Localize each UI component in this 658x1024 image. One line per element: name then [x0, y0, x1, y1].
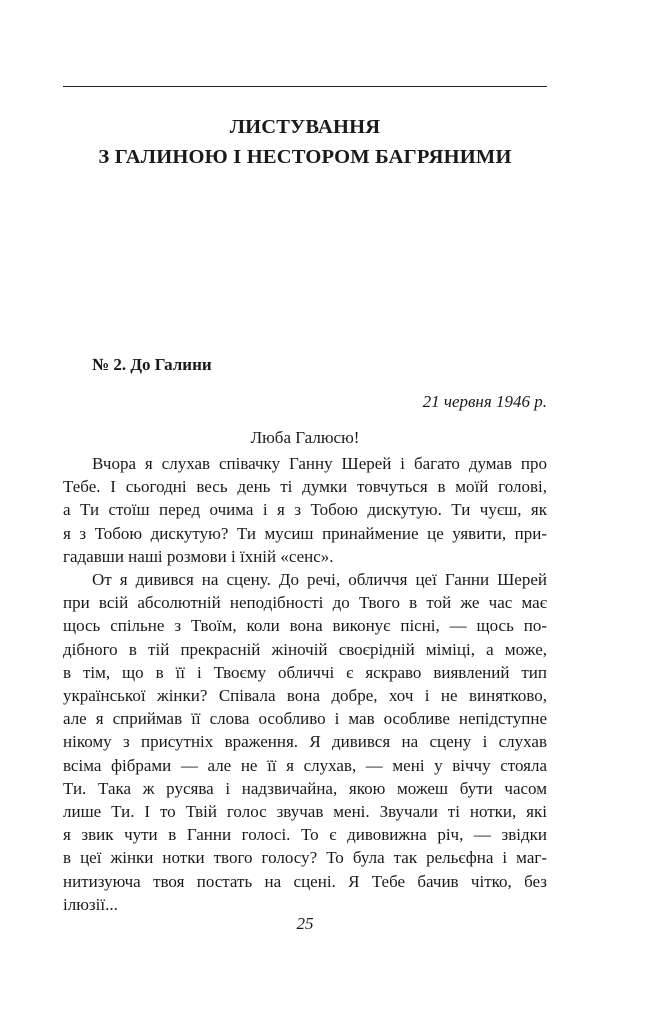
body-line: нитизуюча твоя постать на сцені. Я Тебе бачив чітко, без — [63, 871, 547, 891]
top-rule — [63, 86, 547, 87]
body-line: гадавши наші розмови і їхній «сенс». — [63, 546, 334, 566]
body-line: Вчора я слухав співачку Ганну Шерей і багато думав про — [92, 454, 547, 473]
body-line: всіма фібрами — але не її я слухав, — мені у віччу стояла — [63, 755, 547, 775]
body-line: в цеї жінки нотки твого голосу? То була так рельєфна і маг- — [63, 848, 547, 868]
body-line: але я сприймав її слова особливо і мав особливе непідступне — [63, 709, 547, 729]
body-line: ілюзії... — [63, 894, 118, 914]
body-line: Тебе. І сьогодні весь день ті думки товчуться в моїй голові, — [63, 477, 547, 497]
body-line: Ти. Така ж русява і надзвичайна, якою можеш бути часом — [63, 778, 547, 798]
body-line: при всій абсолютній неподібності до Твого в той же час має — [63, 593, 547, 613]
body-line: щось спільне з Твоїм, коли вона виконує пісні, — щось по- — [63, 616, 547, 636]
chapter-title-line-1: ЛИСТУВАННЯ — [229, 116, 381, 138]
body-line: лише Ти. І то Твій голос звучав мені. Звучали ті нотки, які — [63, 802, 547, 821]
letter-heading: № 2. До Галини — [92, 355, 212, 374]
body-line: я з Тобою дискутую? Ти мусиш принаймение це уявити, при- — [63, 523, 547, 543]
body-line: а Ти стоїш перед очима і я з Тобою дискутую. Ти чуєш, як — [63, 500, 547, 520]
body-line: нікому з присутніх враження. Я дивився на сцену і слухав — [63, 732, 547, 752]
letter-date: 21 червня 1946 р. — [422, 392, 547, 411]
body-line: От я дивився на сцену. До речі, обличчя цеї Ганни Шерей — [92, 570, 547, 589]
body-line: дібного в тій прекрасній жіночій своєрідній міміці, а може, — [63, 639, 547, 659]
body-line: в тім, що в її і Твоєму обличчі є яскраво виявлений тип — [63, 662, 547, 682]
body-line: я звик чути в Ганни голосі. То є дивовижна річ, — звідки — [63, 825, 547, 845]
page-number: 25 — [296, 914, 314, 933]
letter-salutation: Люба Галюсю! — [250, 428, 360, 447]
body-line: української жінки? Співала вона добре, хоч і не винятково, — [63, 686, 547, 705]
chapter-title-line-2: З ГАЛИНОЮ І НЕСТОРОМ БАГРЯНИМИ — [98, 146, 512, 168]
